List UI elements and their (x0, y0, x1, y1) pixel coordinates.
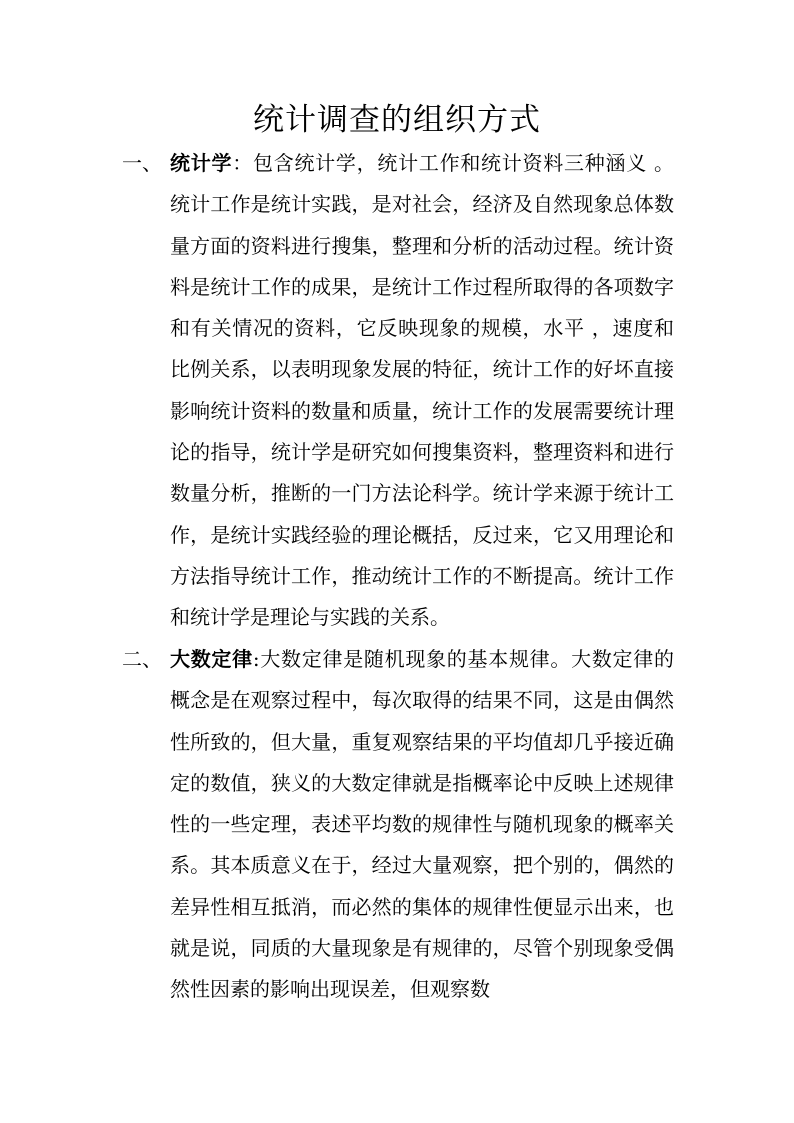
term-separator: : (252, 647, 260, 671)
document-title: 统计调查的组织方式 (253, 102, 541, 138)
section-paragraph (170, 639, 674, 1011)
section-body: 包含统计学，统计工作和统计资料三种涵义 。统计工作是统计实践，是对社会，经济及自然现象总体数量方面的资料进行搜集，整理和分析的活动过程。统计资料是统计工作的成果，是统计工作过程所取得的各项数字和有关情况的资料，它反映现象的规模，水平 ，速度和比例关系，以表明现象发展的特征，统计工作的好坏直接影响统计资料的数量和质量，统计工作的发展需要统计理论的指导，统计学是研究如何搜集资料，整理资料和进行数量分析，推断的一门方法论科学。统计学来源于统计工作，是统计实践经验的理论概括，反过来，它又用理论和方法指导统计工作，推动统计工作的不断提高。统计工作和统计学是理论与实践的关系。 (170, 151, 675, 630)
section-term: 大数定律 (170, 647, 253, 671)
section-marker: 二、 (122, 647, 162, 671)
section-body: 大数定律是随机现象的基本规律。大数定律的概念是在观察过程中，每次取得的结果不同，这是由偶然性所致的，但大量，重复观察结果的平均值却几乎接近确定的数值，狭义的大数定律就是指概率论中反映上述规律性的一些定理，表述平均数的规律性与随机现象的概率关系。其本质意义在于，经过大量观察，把个别的，偶然的差异性相互抵消，而必然的集体的规律性便显示出来，也就是说，同质的大量现象是有规律的，尽管个别现象受偶然性因素的影响出现误差，但观察数 (170, 647, 674, 1002)
section-term: 统计学 (170, 151, 233, 175)
term-separator: ： (232, 151, 253, 175)
section-marker: 一、 (122, 151, 162, 175)
section-paragraph (170, 143, 674, 639)
